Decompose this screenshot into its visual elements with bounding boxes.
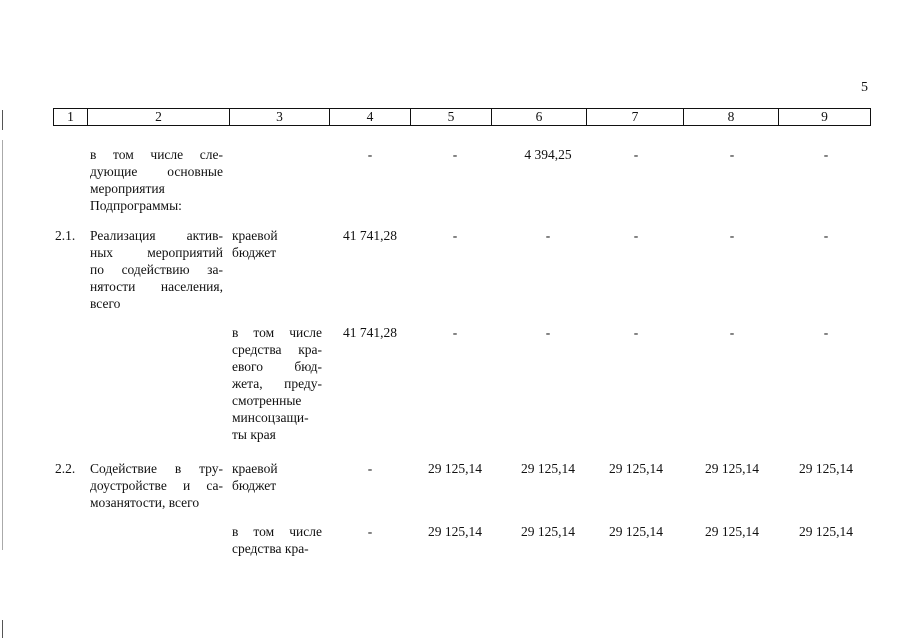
value-cell-col-8: -	[729, 228, 735, 243]
row-name: Содействие в тру- доустройстве и са- мозанятости, всего	[90, 461, 223, 510]
value-cell-col-7: 29 125,14	[609, 524, 663, 539]
value-cell-col-4: -	[367, 147, 373, 162]
value-cell-col-4: 41 741,28	[343, 325, 397, 340]
scan-edge-mark	[2, 110, 3, 130]
row-funding-source: краевой бюджет	[232, 461, 278, 493]
value-cell-col-7: -	[633, 228, 639, 243]
value-cell-col-4: -	[367, 461, 373, 476]
row-name: Реализация актив- ных мероприятий по содействию за- нятости населения, всего	[90, 228, 223, 311]
value-cell-col-7: -	[633, 147, 639, 162]
value-cell-col-5: -	[452, 228, 458, 243]
value-cell-col-8: -	[729, 325, 735, 340]
value-cell-col-7: -	[633, 325, 639, 340]
value-cell-col-6: -	[545, 325, 551, 340]
scan-edge-mark	[2, 620, 3, 638]
header-cell-2: 2	[88, 109, 230, 125]
header-cell-1: 1	[54, 109, 88, 125]
page-number: 5	[861, 80, 868, 95]
table-header-row	[53, 108, 871, 126]
header-cell-4: 4	[330, 109, 411, 125]
value-cell-col-5: -	[452, 325, 458, 340]
scan-edge-mark	[2, 140, 3, 550]
value-cell-col-9: -	[823, 147, 829, 162]
value-cell-col-9: 29 125,14	[799, 524, 853, 539]
value-cell-col-9: -	[823, 325, 829, 340]
value-cell-col-6: 29 125,14	[521, 524, 575, 539]
row-name: в том числе сле- дующие основные мероприятия Подпрограммы:	[90, 147, 223, 213]
value-cell-col-6: 29 125,14	[521, 461, 575, 476]
value-cell-col-9: -	[823, 228, 829, 243]
header-cell-3: 3	[230, 109, 330, 125]
value-cell-col-5: 29 125,14	[428, 461, 482, 476]
value-cell-col-8: 29 125,14	[705, 461, 759, 476]
value-cell-col-9: 29 125,14	[799, 461, 853, 476]
row-number: 2.2.	[55, 461, 76, 476]
header-cell-9: 9	[821, 109, 828, 124]
header-cell-5: 5	[411, 109, 492, 125]
value-cell-col-8: 29 125,14	[705, 524, 759, 539]
value-cell-col-8: -	[729, 147, 735, 162]
value-cell-col-5: -	[452, 147, 458, 162]
value-cell-col-4: -	[367, 524, 373, 539]
header-cell-8: 8	[684, 109, 779, 125]
header-cell-6: 6	[492, 109, 587, 125]
header-cell-7: 7	[587, 109, 684, 125]
row-number: 2.1.	[55, 228, 76, 243]
row-funding-source: в том числе средства кра- евого бюд- жета, преду- смотренные минсоцзащи- ты края	[232, 325, 322, 442]
value-cell-col-5: 29 125,14	[428, 524, 482, 539]
value-cell-col-7: 29 125,14	[609, 461, 663, 476]
row-funding-source: краевой бюджет	[232, 228, 278, 260]
value-cell-col-6: 4 394,25	[524, 147, 572, 162]
value-cell-col-4: 41 741,28	[343, 228, 397, 243]
value-cell-col-6: -	[545, 228, 551, 243]
row-funding-source: в том числе средства кра-	[232, 524, 322, 556]
